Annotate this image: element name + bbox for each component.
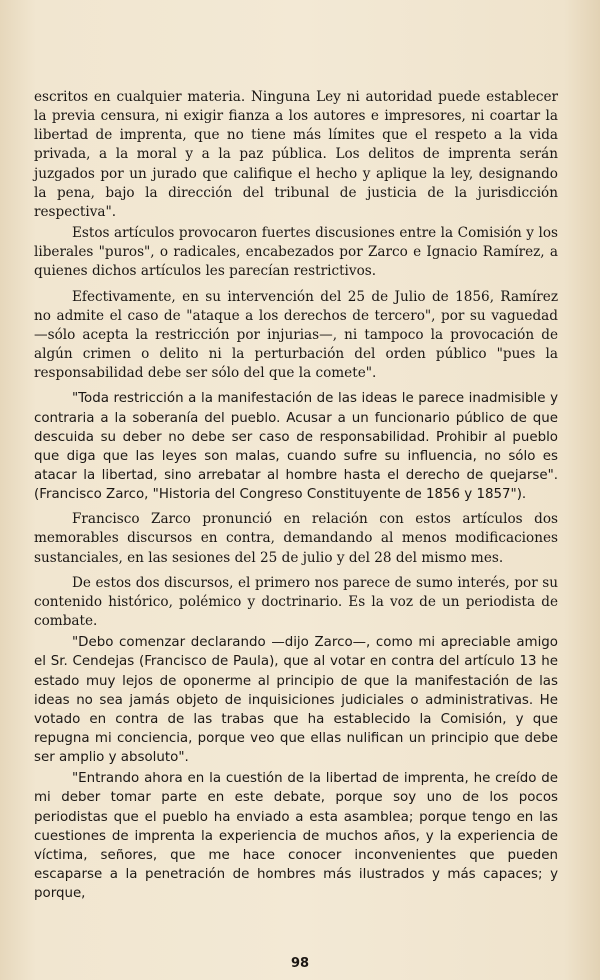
paragraph: Francisco Zarco pronunció en relación con estos artículos dos memorables discursos en contra, demandando al menos modificaciones sustanciales, en las sesiones del 25 de julio y del 28 del mismo mes. xyxy=(34,511,558,566)
quote-paragraph: "Debo comenzar declarando —dijo Zarco—, como mi apreciable amigo el Sr. Cendejas (Francisco de Paula), que al votar en contra del artículo 13 he estado muy lejos de oponerme al principio de que la manifestación de las ideas no sea jamás objeto de inquisiciones judiciales o administrativas. He votado en contra de las trabas que ha establecido la Comisión, y que repugna mi conciencia, porque veo que ellas nulifican un principio que debe ser amplio y absoluto". xyxy=(34,635,558,766)
paragraph: De estos dos discursos, el primero nos parece de sumo interés, por su contenido histórico, polémico y doctrinario. Es la voz de un periodista de combate. xyxy=(34,574,558,630)
page-number: 98 xyxy=(290,956,310,971)
paragraph: Efectivamente, en su intervención del 25 de Julio de 1856, Ramírez no admite el caso de "ataque a los derechos de tercero", por su vaguedad —sólo acepta la restricción por injurias—, ni tampoco la provocación de algún crimen o delito ni la perturbación del orden público "pues la responsabilidad debe ser sólo del que la comete". xyxy=(34,288,558,382)
paragraph: escritos en cualquier materia. Ninguna Ley ni autoridad puede establecer la previa censura, ni exigir fianza a los autores e impresores, ni coartar la libertad de imprenta, que no tiene más límites que el respeto a la vida privada, a la moral y a la paz pública. Los delitos de imprenta serán juzgados por un jurado que califique el hecho y aplique la ley, designando la pena, bajo la dirección del tribunal de justicia de la jurisdicción respectiva". xyxy=(34,89,558,220)
quote-paragraph: "Toda restricción a la manifestación de las ideas le parece inadmisible y contraria a la soberanía del pueblo. Acusar a un funcionario público de que descuida su deber no debe ser caso de responsabilidad. Prohibir al pueblo que diga que las leyes son malas, cuando sufre su influencia, no sólo es atacar la libertad, sino arrebatar al hombre hasta el derecho de quejarse". (Francisco Zarco, "Historia del Congreso Constituyente de 1856 y 1857"). xyxy=(34,391,558,503)
body-text xyxy=(34,88,558,905)
quote-paragraph: "Entrando ahora en la cuestión de la libertad de imprenta, he creído de mi deber tomar parte en este debate, porque soy uno de los pocos periodistas que el pueblo ha enviado a esta asamblea; porque tengo en las cuestiones de imprenta la experiencia de muchos años, y la experiencia de víctima, señores, que me hace conocer inconvenientes que pueden escaparse a la penetración de hombres más ilustrados y más capaces; y porque, xyxy=(34,771,558,902)
paragraph: Estos artículos provocaron fuertes discusiones entre la Comisión y los liberales "puros", o radicales, encabezados por Zarco e Ignacio Ramírez, a quienes dichos artículos les parecían restrictivos. xyxy=(34,225,558,280)
